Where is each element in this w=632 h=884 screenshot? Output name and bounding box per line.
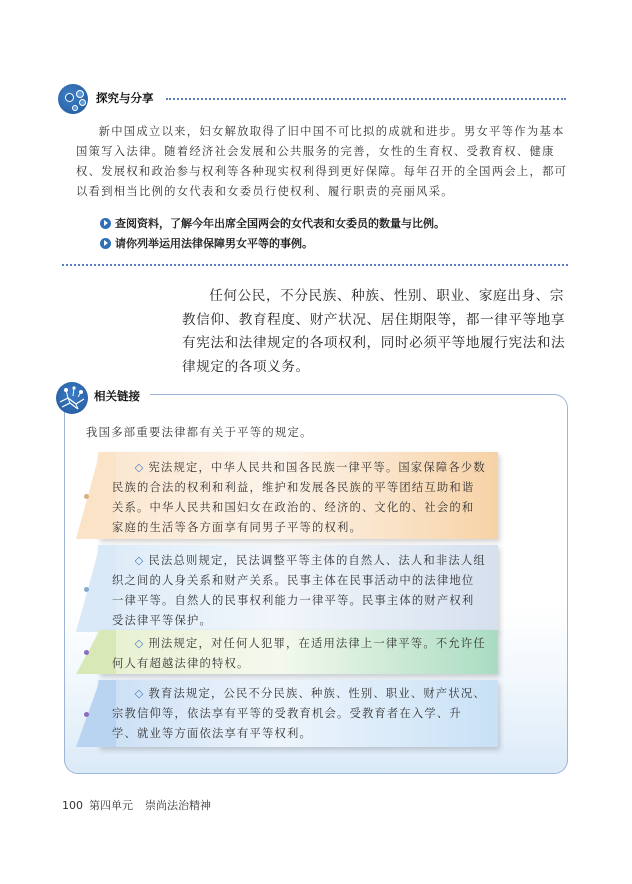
card-text: 教育法规定，公民不分民族、种族、性别、职业、财产状况、宗教信仰等，依法享有平等的受教育机会。受教育者在入学、升学、就业等方面依法享有平等权利。: [112, 687, 486, 740]
diamond-icon: ◇: [134, 554, 145, 567]
diamond-icon: ◇: [134, 687, 145, 700]
explore-body-text: 新中国成立以来，妇女解放取得了旧中国不可比拟的成就和进步。男女平等作为基本国策写入法律。随着经济社会发展和公共服务的完善，女性的生育权、受教育权、健康权、发展权和政治参与权利等各种现实权利得到更好保障。每年召开的全国两会上，都可以看到相当比例的女代表和女委员行使权利、履行职责的亮丽风采。: [76, 125, 568, 198]
bullet-dot-icon: [84, 712, 89, 717]
unit-title: 崇尚法治精神: [145, 799, 211, 812]
task-text: 请你列举运用法律保障男女平等的事例。: [115, 237, 313, 250]
task-item: [100, 233, 570, 253]
task-list: [100, 213, 570, 253]
main-paragraph: 任何公民，不分民族、种族、性别、职业、家庭出身、宗教信仰、教育程度、财产状况、居住期限等，都一律平等地享有宪法和法律规定的各项权利，同时必须平等地履行宪法和法律规定的各项义务。: [182, 288, 566, 375]
card-text: 刑法规定，对任何人犯罪，在适用法律上一律平等。不允许任何人有超越法律的特权。: [112, 637, 486, 670]
related-links-intro: 我国多部重要法律都有关于平等的规定。: [86, 426, 313, 439]
play-bullet-icon: [100, 218, 111, 229]
diamond-icon: ◇: [134, 461, 145, 474]
globe-network-icon: [56, 382, 88, 414]
dotted-divider-bottom: [62, 264, 568, 266]
unit-label: 第四单元: [89, 799, 133, 812]
task-item: [100, 213, 570, 233]
law-card-civil-code: [98, 545, 498, 632]
dotted-divider-top: [166, 98, 566, 100]
bullet-dot-icon: [84, 494, 89, 499]
page-footer: [62, 797, 211, 813]
card-text: 民法总则规定，民法调整平等主体的自然人、法人和非法人组织之间的人身关系和财产关系。民事主体在民事活动中的法律地位一律平等。自然人的民事权利能力一律平等。民事主体的财产权利受法律平等保护。: [112, 554, 486, 627]
bullet-dot-icon: [84, 587, 89, 592]
play-bullet-icon: [100, 238, 111, 249]
task-text: 查阅资料，了解今年出席全国两会的女代表和女委员的数量与比例。: [115, 217, 445, 230]
related-links-title: 相关链接: [94, 389, 140, 403]
law-card-constitution: [98, 452, 498, 539]
molecule-bubbles-icon: [58, 84, 88, 114]
bullet-dot-icon: [84, 650, 89, 655]
page-number: 100: [62, 799, 83, 812]
law-card-criminal-law: [98, 630, 498, 674]
explore-share-title: 探究与分享: [96, 91, 154, 105]
card-text: 宪法规定，中华人民共和国各民族一律平等。国家保障各少数民族的合法的权利和利益，维护和发展各民族的平等团结互助和谐关系。中华人民共和国妇女在政治的、经济的、文化的、社会的和家庭的生活等各方面享有同男子平等的权利。: [112, 461, 486, 534]
law-card-education-law: [98, 680, 498, 747]
diamond-icon: ◇: [134, 637, 145, 650]
